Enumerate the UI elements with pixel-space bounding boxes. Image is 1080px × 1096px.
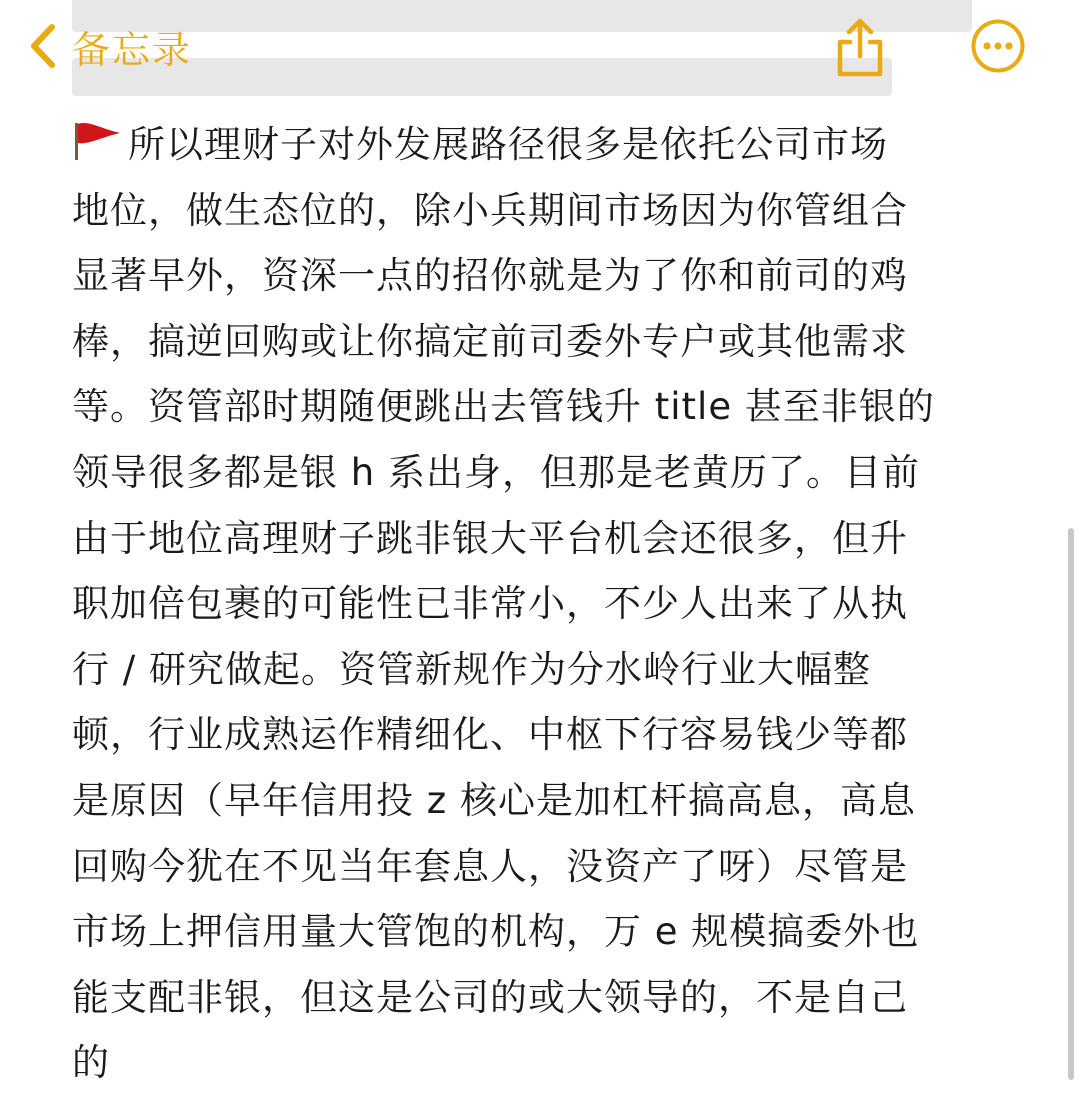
note-line: 所以理财子对外发展路径很多是依托公司市场 — [72, 112, 1012, 178]
note-line: 领导很多都是银 h 系出身，但那是老黄历了。目前 — [72, 450, 920, 494]
more-button[interactable] — [970, 18, 1026, 74]
note-line: 由于地位高理财子跳非银大平台机会还很多，但升 — [72, 516, 908, 560]
navigation-bar — [0, 0, 1080, 100]
red-flag-icon — [72, 121, 122, 161]
scroll-indicator[interactable] — [1068, 528, 1074, 1080]
back-label: 备忘录 — [72, 27, 193, 72]
note-line: 职加倍包裹的可能性已非常小，不少人出来了从执 — [72, 582, 908, 626]
share-icon — [832, 16, 888, 78]
more-icon — [970, 18, 1026, 74]
note-line: 回购今犹在不见当年套息人，没资产了呀）尽管是 — [72, 844, 908, 888]
share-button[interactable] — [832, 16, 888, 78]
note-line: 行 / 研究做起。资管新规作为分水岭行业大幅整 — [72, 647, 871, 691]
chevron-left-icon — [28, 23, 58, 69]
note-line: 是原因（早年信用投 z 核心是加杠杆搞高息，高息 — [72, 778, 916, 822]
note-line: 等。资管部时期随便跳出去管钱升 title 甚至非银的 — [72, 385, 935, 429]
note-line: 地位，做生态位的，除小兵期间市场因为你管组合 — [72, 188, 908, 232]
note-line: 市场上押信用量大管饱的机构，万 e 规模搞委外也 — [72, 910, 920, 954]
note-body[interactable] — [72, 112, 1012, 1096]
note-line: 顿，行业成熟运作精细化、中枢下行容易钱少等都 — [72, 713, 908, 757]
note-line: 棒，搞逆回购或让你搞定前司委外专户或其他需求 — [72, 319, 908, 363]
note-line: 的 — [72, 1041, 110, 1085]
note-line: 显著早外，资深一点的招你就是为了你和前司的鸡 — [72, 254, 908, 298]
back-button[interactable] — [28, 14, 192, 78]
note-line: 能支配非银，但这是公司的或大领导的，不是自己 — [72, 975, 908, 1019]
